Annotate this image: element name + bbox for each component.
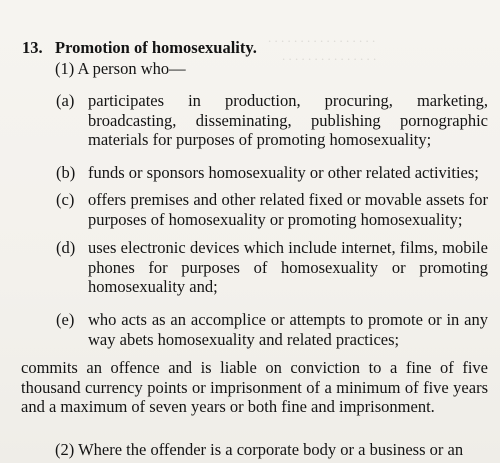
list-item-label: (b) (56, 163, 76, 182)
subsection-2-start: (2) Where the offender is a corporate body or a business or an (55, 440, 464, 459)
section-title: Promotion of homosexuality. (55, 38, 257, 57)
list-item-text: who acts as an accomplice or attempts to promote or in any way abets homosexuality and related practices; (88, 310, 488, 349)
bleed-through-text: . . . . . . . . . . . . . . . . . (268, 30, 376, 45)
list-item-a (56, 91, 488, 150)
list-item-c (56, 190, 488, 229)
list-item-label: (e) (56, 310, 75, 329)
list-item-label: (c) (56, 190, 75, 209)
list-item-text: uses electronic devices which include internet, films, mobile phones for purposes of homosexuality or promoting homosexuality and; (88, 238, 488, 296)
list-item-text: offers premises and other related fixed or movable assets for purposes of homosexuality or promoting homosexuality; (88, 190, 488, 229)
list-item-text: funds or sponsors homosexuality or other related activities; (88, 163, 479, 182)
penalty-clause: commits an offence and is liable on conviction to a fine of five thousand currency points or imprisonment of a minimum of five years and a maximum of seven years or both fine and imprisonment. (21, 358, 488, 416)
subsection-1-intro: (1) A person who— (55, 59, 186, 78)
section-heading (22, 38, 257, 58)
list-item-e (56, 310, 488, 349)
list-item-text: participates in production, procuring, marketing, broadcasting, disseminating, publishing pornographic materials for purposes of promoting homosexuality; (88, 91, 488, 149)
list-item-d (56, 238, 488, 297)
list-item-label: (a) (56, 91, 75, 110)
section-number: 13. (22, 38, 43, 57)
bleed-through-text: . . . . . . . . . . . . . . . (282, 48, 377, 63)
list-item-b (56, 163, 488, 183)
list-item-label: (d) (56, 238, 76, 257)
